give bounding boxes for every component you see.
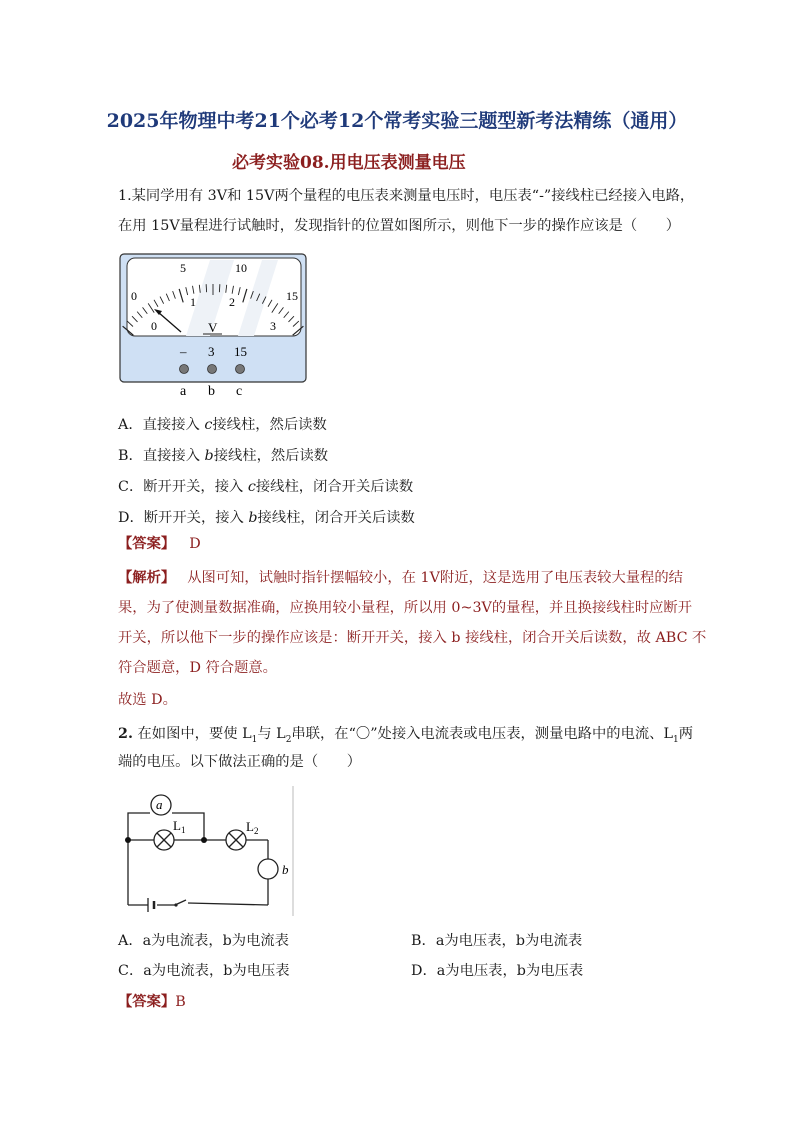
q1-option-c-post: 接线柱，闭合开关后读数 bbox=[255, 479, 414, 495]
q2-option-b-text: a为电压表，b为电流表 bbox=[435, 933, 583, 949]
q1-stem-line2: 在用 15V量程进行试触时，发现指针的位置如图所示，则他下一步的操作应该是（ ） bbox=[118, 218, 681, 234]
q2-option-c-text: a为电流表，b为电压表 bbox=[143, 963, 290, 979]
lamp-l2 bbox=[226, 830, 246, 850]
q2-answer bbox=[118, 992, 186, 1012]
q1-option-c-pre: 断开开关，接入 bbox=[143, 479, 248, 495]
switch-contact bbox=[174, 903, 177, 906]
q1-answer bbox=[118, 534, 201, 554]
terminal-letter-a: a bbox=[180, 384, 187, 398]
q2-option-c-letter: C． bbox=[118, 963, 144, 979]
q2-option-d-letter: D． bbox=[411, 963, 437, 979]
q1-option-b-post: 接线柱，然后读数 bbox=[213, 448, 329, 464]
bottom-scale-label-2: 2 bbox=[229, 295, 235, 309]
bottom-scale-label-3: 3 bbox=[270, 319, 276, 333]
bottom-scale-label-0: 0 bbox=[151, 319, 157, 333]
q1-option-d-pre: 断开开关，接入 bbox=[143, 510, 249, 526]
q1-option-a-terminal: c bbox=[204, 417, 213, 433]
q2-option-c bbox=[118, 961, 290, 981]
q1-analysis-tag: 【解析】 bbox=[118, 570, 176, 586]
meter-b bbox=[258, 859, 278, 879]
q2-option-a bbox=[118, 931, 289, 951]
q2-sub-2: 2 bbox=[285, 734, 292, 745]
q1-option-b bbox=[118, 446, 328, 466]
q2-option-d bbox=[411, 961, 583, 981]
q1-option-d-post: 接线柱，闭合开关后读数 bbox=[257, 510, 415, 526]
q1-option-d-letter: D． bbox=[118, 510, 144, 526]
terminal-a bbox=[180, 365, 189, 374]
q2-stem-part-a: 在如图中，要使 L bbox=[132, 726, 252, 742]
q2-option-d-text: a为电压表，b为电压表 bbox=[436, 963, 584, 979]
q1-stem-line1: 1.某同学用有 3V和 15V两个量程的电压表来测量电压时，电压表“-”接线柱已经接入电路， bbox=[118, 188, 695, 204]
q1-answer-tag: 【答案】 bbox=[118, 536, 176, 552]
q2-stem-part-d: 两 bbox=[678, 726, 693, 742]
voltmeter-figure bbox=[118, 252, 310, 398]
terminal-label-15: 15 bbox=[234, 344, 247, 359]
meter-b-label: b bbox=[282, 862, 289, 877]
q2-sub-1: 1 bbox=[251, 734, 258, 745]
q1-option-b-letter: B． bbox=[118, 448, 143, 464]
q1-option-b-pre: 直接接入 bbox=[142, 448, 205, 464]
q1-option-c-terminal: c bbox=[247, 479, 256, 495]
q2-answer-value: B bbox=[175, 994, 186, 1010]
lamp-l1-label: $L_1$ bbox=[173, 818, 186, 835]
document-title: 2025年物理中考21个必考12个常考实验三题型新考法精练（通用） bbox=[106, 110, 688, 132]
q2-option-a-text: a为电流表，b为电流表 bbox=[142, 933, 289, 949]
junction-left bbox=[125, 837, 131, 843]
q2-number: 2. bbox=[118, 726, 133, 742]
terminal-letter-b: b bbox=[208, 384, 215, 398]
q1-analysis-line1 bbox=[118, 568, 683, 588]
terminal-letter-c: c bbox=[236, 384, 243, 398]
q2-stem-part-b: 与 L bbox=[257, 726, 286, 742]
q2-stem-line1 bbox=[118, 724, 693, 750]
top-scale-label-10: 10 bbox=[235, 261, 247, 275]
q1-option-a-pre: 直接接入 bbox=[142, 417, 205, 433]
q1-option-d-terminal: b bbox=[248, 510, 258, 526]
q1-option-b-terminal: b bbox=[204, 448, 214, 464]
lamp-l1 bbox=[154, 830, 174, 850]
top-scale-label-0: 0 bbox=[131, 289, 137, 303]
meter-a-label: a bbox=[156, 797, 163, 812]
q2-option-b bbox=[411, 931, 582, 951]
q1-analysis-line4: 符合题意，D 符合题意。 bbox=[118, 660, 277, 676]
terminal-b bbox=[208, 365, 217, 374]
q1-answer-value: D bbox=[189, 536, 201, 552]
lamp-l2-label: $L_2$ bbox=[246, 819, 259, 836]
q1-analysis-line3: 开关，所以他下一步的操作应该是：断开开关，接入 b 接线柱，闭合开关后读数，故 ABC 不 bbox=[118, 630, 707, 646]
q1-conclusion: 故选 D。 bbox=[118, 692, 177, 708]
q2-option-b-letter: B． bbox=[411, 933, 436, 949]
terminal-label-minus: – bbox=[180, 344, 187, 359]
q1-option-c bbox=[118, 477, 413, 497]
q1-analysis-text1: 从图可知，试触时指针摆幅较小，在 1V附近，这是选用了电压表较大量程的结 bbox=[187, 570, 683, 586]
experiment-subtitle: 必考实验08.用电压表测量电压 bbox=[232, 153, 466, 173]
q2-stem-part-c: 串联，在“〇”处接入电流表或电压表，测量电路中的电流、L bbox=[291, 726, 673, 742]
q1-option-d bbox=[118, 508, 415, 528]
unit-label: V bbox=[208, 320, 218, 335]
q1-option-a-post: 接线柱，然后读数 bbox=[212, 417, 327, 433]
circuit-diagram bbox=[118, 784, 298, 918]
q2-sub-3: 1 bbox=[672, 734, 679, 745]
bottom-scale-label-1: 1 bbox=[190, 295, 196, 309]
q1-option-a bbox=[118, 415, 327, 435]
terminal-c bbox=[236, 365, 245, 374]
q1-analysis-line2: 果，为了使测量数据准确，应换用较小量程，所以用 0~3V的量程，并且换接线柱时应断开 bbox=[118, 600, 693, 616]
q1-option-c-letter: C． bbox=[118, 479, 144, 495]
top-scale-label-15: 15 bbox=[286, 289, 298, 303]
q2-stem-line2: 端的电压。以下做法正确的是（ ） bbox=[118, 754, 362, 770]
q2-answer-tag: 【答案】 bbox=[118, 994, 176, 1010]
junction-right bbox=[201, 837, 207, 843]
q2-option-a-letter: A． bbox=[118, 933, 143, 949]
terminal-label-3: 3 bbox=[208, 344, 215, 359]
top-scale-label-5: 5 bbox=[180, 261, 186, 275]
q1-option-a-letter: A． bbox=[118, 417, 143, 433]
